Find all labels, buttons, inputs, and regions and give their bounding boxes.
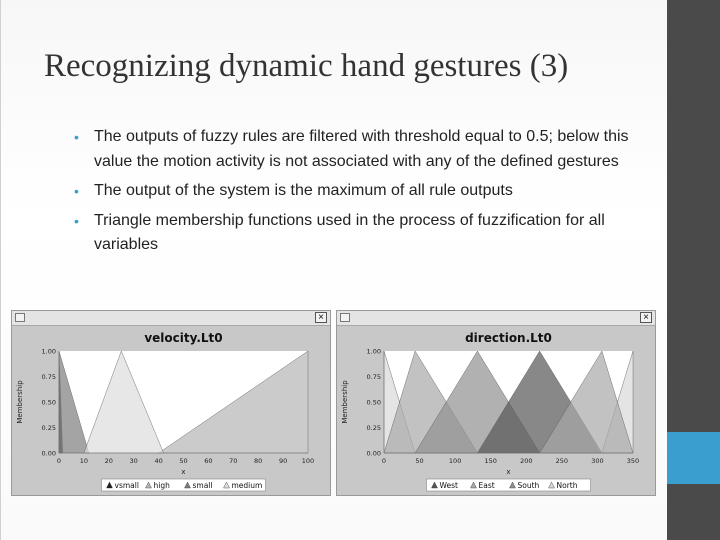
x-axis-label: x bbox=[181, 468, 186, 476]
legend-label: South bbox=[517, 481, 540, 490]
slide-title: Recognizing dynamic hand gestures (3) bbox=[44, 48, 569, 84]
x-tick-label: 40 bbox=[154, 457, 163, 465]
bullet-item bbox=[74, 209, 634, 258]
legend-label: vsmall bbox=[114, 481, 139, 490]
legend-label: West bbox=[439, 481, 458, 490]
bullet-text: Triangle membership functions used in the process of fuzzification for all variables bbox=[94, 211, 605, 253]
x-tick-label: 80 bbox=[254, 457, 263, 465]
x-tick-label: 30 bbox=[129, 457, 138, 465]
y-tick-label: 0.25 bbox=[366, 424, 381, 432]
y-tick-label: 0.00 bbox=[366, 449, 381, 458]
x-tick-label: 90 bbox=[278, 457, 288, 465]
java-window-icon bbox=[340, 313, 350, 322]
y-tick-label: 0.75 bbox=[366, 373, 381, 381]
y-tick-label: 0.75 bbox=[41, 373, 56, 381]
bullet-text: The outputs of fuzzy rules are filtered with threshold equal to 0.5; below this value the motion activity is not associated with any of the defined gestures bbox=[94, 128, 629, 170]
slide-border bbox=[0, 0, 1, 540]
close-button[interactable]: × bbox=[640, 312, 652, 323]
bullet-icon: • bbox=[74, 183, 79, 199]
y-tick-label: 0.25 bbox=[41, 424, 56, 432]
bullet-text: The output of the system is the maximum of all rule outputs bbox=[94, 182, 513, 199]
x-tick-label: 0 bbox=[56, 457, 62, 465]
y-tick-label: 0.00 bbox=[41, 449, 56, 458]
bullet-icon: • bbox=[74, 212, 79, 229]
velocity-chart bbox=[12, 326, 330, 495]
x-tick-label: 70 bbox=[229, 457, 238, 465]
y-axis-label: Membership bbox=[341, 380, 349, 424]
legend-label: medium bbox=[231, 481, 263, 490]
x-tick-label: 50 bbox=[415, 457, 424, 465]
x-tick-label: 0 bbox=[381, 457, 387, 465]
legend-label: small bbox=[192, 481, 213, 490]
java-window-icon bbox=[15, 313, 25, 322]
x-tick-label: 250 bbox=[555, 457, 569, 465]
bullet-item bbox=[74, 179, 634, 204]
y-tick-label: 0.50 bbox=[366, 398, 381, 407]
accent-block bbox=[667, 432, 720, 484]
x-tick-label: 100 bbox=[301, 457, 315, 465]
x-tick-label: 20 bbox=[104, 457, 113, 465]
chart-window-velocity bbox=[11, 310, 331, 496]
close-button[interactable]: × bbox=[315, 312, 327, 323]
x-tick-label: 100 bbox=[448, 457, 462, 465]
x-tick-label: 60 bbox=[204, 457, 213, 465]
legend-label: high bbox=[153, 481, 170, 490]
x-tick-label: 350 bbox=[626, 457, 640, 465]
window-titlebar[interactable] bbox=[337, 311, 655, 326]
bullet-list bbox=[74, 125, 634, 263]
bullet-item bbox=[74, 125, 634, 174]
y-axis-label: Membership bbox=[16, 380, 24, 424]
y-tick-label: 1.00 bbox=[41, 347, 56, 356]
direction-chart bbox=[337, 326, 655, 495]
x-tick-label: 150 bbox=[484, 457, 497, 465]
x-tick-label: 300 bbox=[591, 457, 604, 465]
legend-label: North bbox=[556, 481, 578, 490]
x-tick-label: 10 bbox=[79, 457, 89, 465]
chart-title: direction.Lt0 bbox=[465, 331, 552, 345]
legend-label: East bbox=[478, 481, 495, 490]
chart-title: velocity.Lt0 bbox=[144, 331, 223, 345]
y-tick-label: 0.50 bbox=[41, 398, 56, 407]
chart-window-direction bbox=[336, 310, 656, 496]
y-tick-label: 1.00 bbox=[366, 347, 381, 356]
window-titlebar[interactable] bbox=[12, 311, 330, 326]
x-tick-label: 200 bbox=[520, 457, 533, 465]
bullet-icon: • bbox=[74, 129, 79, 145]
x-axis-label: x bbox=[506, 468, 511, 476]
x-tick-label: 50 bbox=[179, 457, 188, 465]
